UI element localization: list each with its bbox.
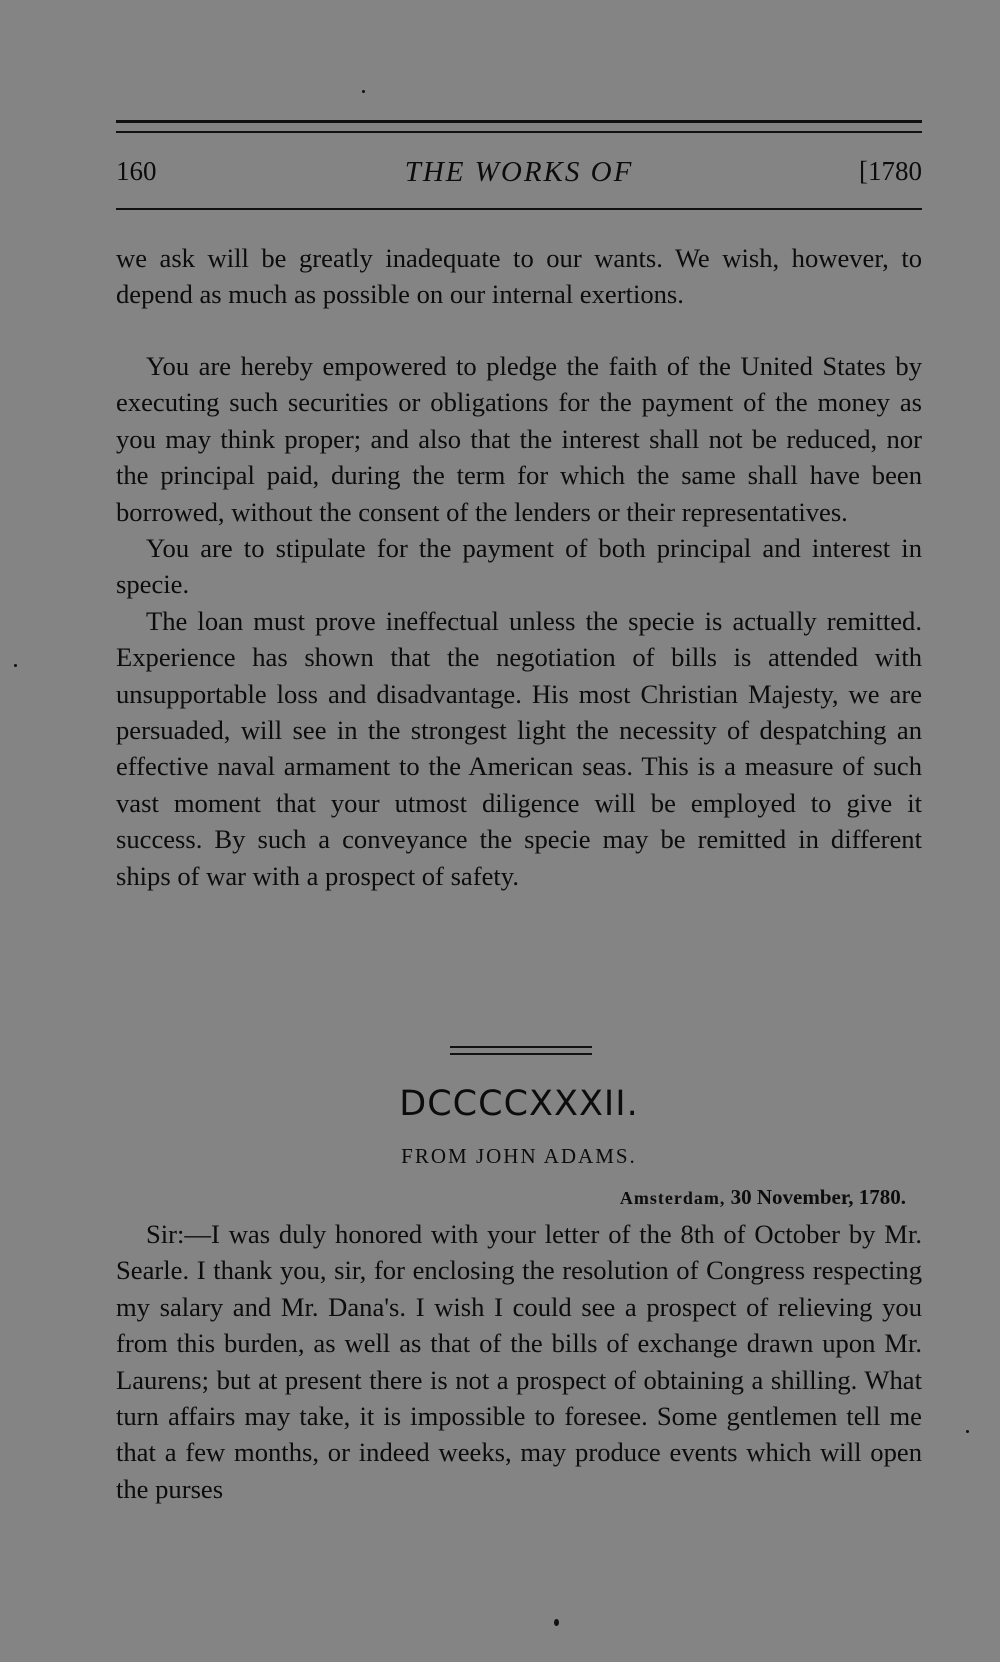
header-rule-bottom [116, 208, 922, 210]
letter-body [116, 1216, 922, 1507]
header-rule-second [116, 131, 922, 133]
letter-source: FROM JOHN ADAMS. [401, 1144, 637, 1168]
section-divider-bottom [450, 1053, 592, 1055]
salutation: Sir:— [146, 1219, 212, 1249]
letter-paragraph [116, 1216, 922, 1507]
page-number: 160 [116, 156, 157, 186]
paragraph: we ask will be greatly inadequate to our wants. We wish, however, to depend as much as possible on our internal exertions. [116, 243, 922, 310]
letter-text: I was duly honored with your letter of the 8th of October by Mr. Searle. I thank you, sir, for enclosing the resolution of Congress respecting my salary and Mr. Dana's. I wish I could see a prospect of relieving you from this burden, as well as that of the bills of exchange drawn upon Mr. Laurens; but at present there is not a prospect of obtaining a shilling. What turn affairs may take, it is impossible to foresee. Some gentlemen tell me that a few months, or indeed weeks, may produce events which will open the purses [116, 1219, 922, 1504]
section-divider-top [450, 1046, 592, 1048]
print-speck [362, 90, 365, 93]
dateline-place: Amsterdam, [619, 1188, 726, 1208]
print-speck [14, 664, 17, 667]
running-title: THE WORKS OF [404, 156, 634, 188]
print-speck [966, 1430, 969, 1433]
paragraph-continuation [116, 240, 922, 313]
paragraph: The loan must prove ineffectual unless the specie is actually remitted. Experience has shown that the negotiation of bills is attended with unsupportable loss and disadvantage. His most Christian Majesty, we are persuaded, will see in the strongest light the necessity of despatching an effective naval armament to the American seas. This is a measure of such vast moment that your utmost diligence will be employed to give it success. By such a conveyance the specie may be remitted in different ships of war with a prospect of safety. [116, 605, 922, 891]
paragraph-group [116, 348, 922, 894]
dateline [620, 1185, 906, 1210]
running-header [116, 156, 922, 196]
paragraph: You are hereby empowered to pledge the faith of the United States by executing such securities or obligations for the payment of the money as you may think proper; and also that the interest shall not be reduced, nor the principal paid, during the term for which the same shall have been borrowed, without the consent of the lenders or their representatives. [116, 351, 922, 527]
section-number: DCCCCXXXII. [399, 1084, 639, 1124]
header-rule-top [116, 120, 922, 123]
paragraph: You are to stipulate for the payment of both principal and interest in specie. [116, 533, 922, 600]
running-year: [1780 [859, 156, 922, 186]
print-speck [554, 1619, 559, 1626]
dateline-date: 30 November, 1780. [730, 1185, 906, 1209]
